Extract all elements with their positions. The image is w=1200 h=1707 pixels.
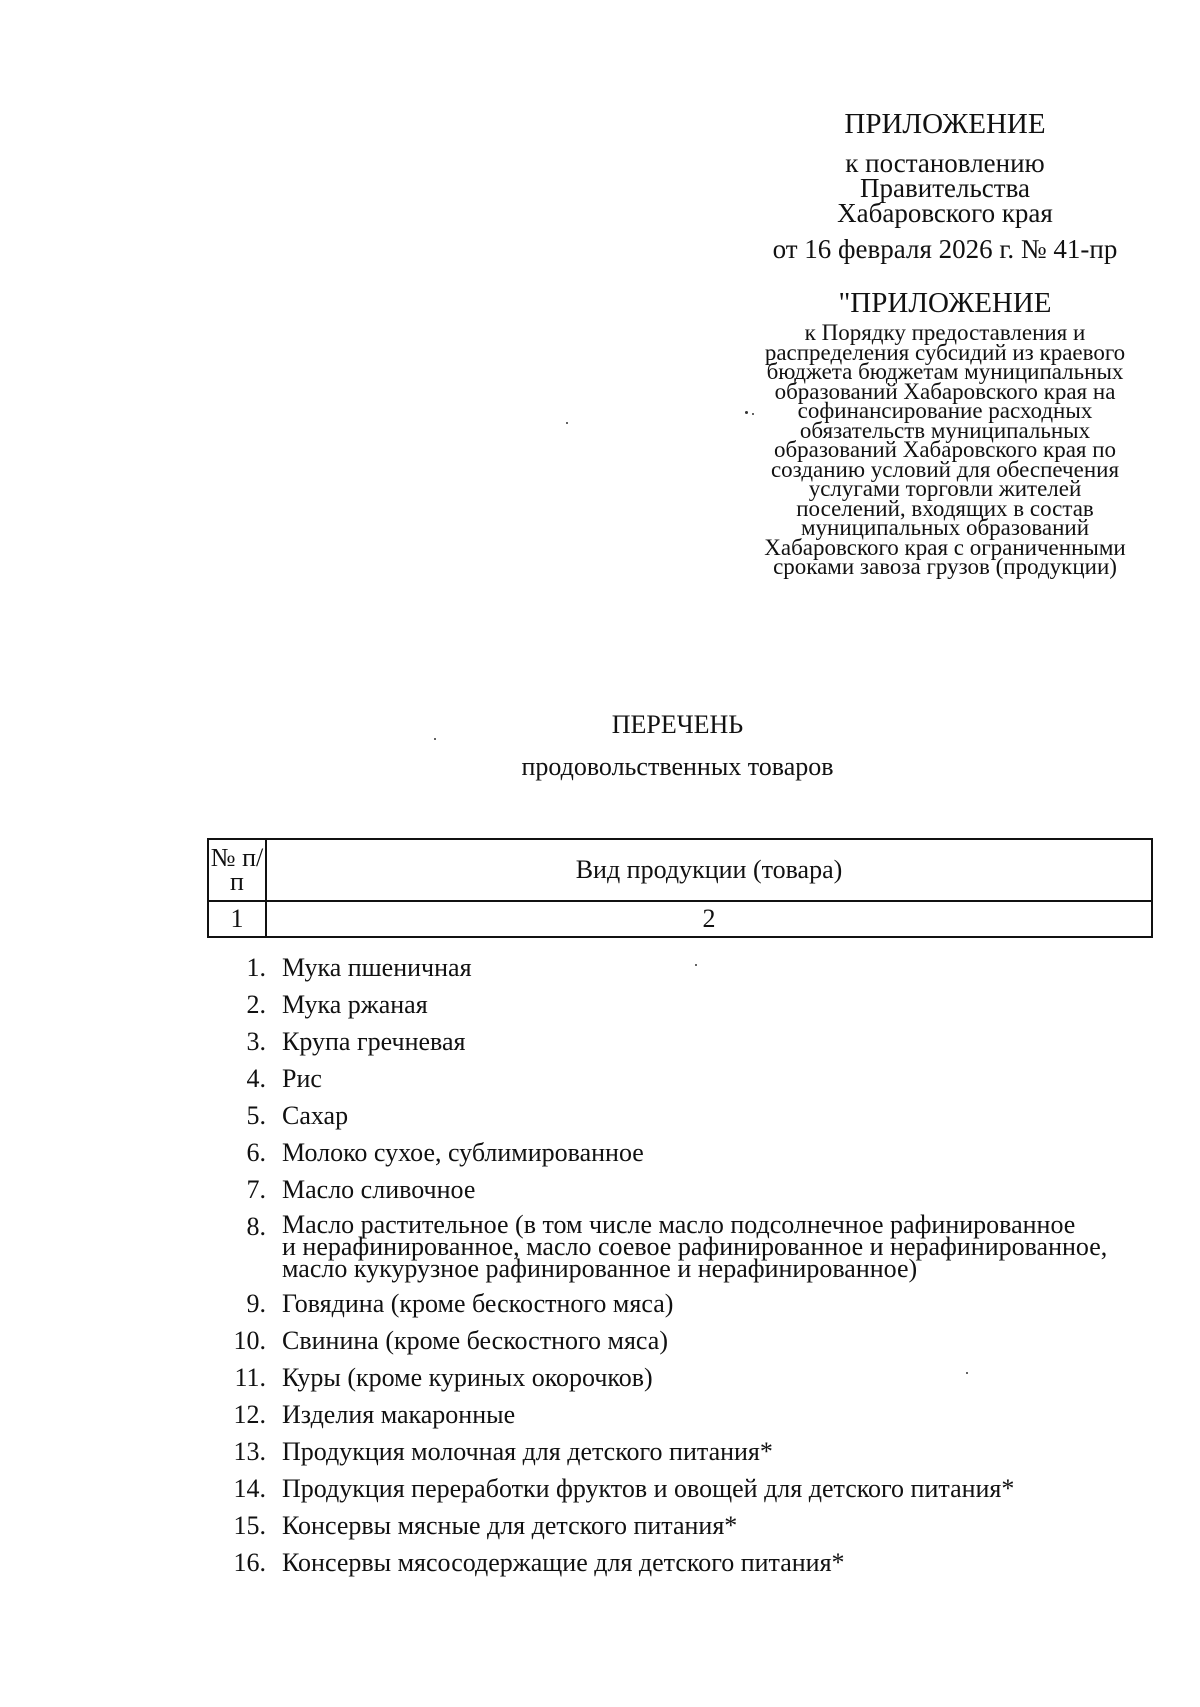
item-text: Консервы мясные для детского питания* [282, 1511, 738, 1540]
quoted-appendix-line: распределения субсидий из краевого [764, 339, 1126, 365]
quoted-appendix-line: к Порядку предоставления и [804, 320, 1086, 345]
quoted-appendix-line: обязательств муниципальных [799, 417, 1091, 443]
item-text: Сахар [282, 1101, 349, 1130]
item-number: 5. [246, 1101, 266, 1130]
item-number: 1. [246, 953, 266, 982]
appendix-line: к постановлению [845, 148, 1045, 178]
list-item [210, 1210, 1160, 1283]
list-item [210, 1066, 1160, 1092]
item-number: 13. [233, 1437, 266, 1466]
item-text: Говядина (кроме бескостного мяса) [282, 1289, 674, 1318]
quoted-appendix-line: софинансирование расходных [797, 398, 1093, 423]
item-number: 3. [246, 1027, 266, 1056]
item-number: 10. [233, 1326, 266, 1355]
list-subtitle: продовольственных товаров [521, 752, 834, 781]
scan-speck [566, 422, 568, 424]
list-item [210, 1513, 1160, 1539]
appendix-title: ПРИЛОЖЕНИЕ [844, 108, 1046, 140]
list-item [210, 1439, 1160, 1465]
item-number: 2. [246, 990, 266, 1019]
item-number: 11. [234, 1363, 266, 1392]
item-number: 4. [246, 1064, 266, 1093]
item-number: 15. [233, 1511, 266, 1540]
list-item [210, 1291, 1160, 1317]
appendix-line: Хабаровского края [837, 198, 1053, 228]
item-number: 12. [233, 1400, 266, 1429]
list-item [210, 1550, 1160, 1576]
kind-column-header: Вид продукции (товара) [266, 839, 1152, 901]
quoted-appendix-line: услугами торговли жителей [808, 476, 1082, 501]
item-text: Мука ржаная [282, 990, 428, 1019]
item-text: Куры (кроме куриных окорочков) [282, 1363, 653, 1392]
item-text: Мука пшеничная [282, 953, 472, 982]
item-number: 7. [246, 1175, 266, 1204]
item-number: 8. [246, 1212, 266, 1241]
list-item [210, 1365, 1160, 1391]
item-text-line: и нерафинированное, масло соевое рафинированное и нерафинированное, [282, 1232, 1108, 1261]
item-text-line: масло кукурузное рафинированное и нерафинированное) [282, 1254, 918, 1283]
item-number: 9. [246, 1289, 266, 1318]
quoted-appendix-line: поселений, входящих в состав [796, 495, 1094, 521]
quoted-appendix-title: "ПРИЛОЖЕНИЕ [838, 287, 1052, 319]
appendix-date-number: от 16 февраля 2026 г. № 41-пр [772, 234, 1118, 264]
quoted-appendix-line: муниципальных образований [800, 515, 1090, 540]
list-item [210, 992, 1160, 1018]
scan-speck [745, 411, 748, 414]
item-text: Консервы мясосодержащие для детского питания* [282, 1548, 845, 1577]
item-number: 6. [246, 1138, 266, 1167]
item-number: 16. [233, 1548, 266, 1577]
list-item [210, 1177, 1160, 1203]
list-item [210, 1029, 1160, 1055]
quoted-appendix-line: созданию условий для обеспечения [770, 456, 1120, 482]
list-header-table [207, 838, 1153, 938]
item-text: Масло сливочное [282, 1175, 476, 1204]
item-text-line: Масло растительное (в том числе масло подсолнечное рафинированное [282, 1210, 1076, 1239]
item-text: Рис [282, 1064, 322, 1093]
number-column-header: № п/п [208, 839, 266, 901]
item-number: 14. [233, 1474, 266, 1503]
quoted-appendix-line: образований Хабаровского края по [773, 437, 1117, 462]
list-item [210, 1140, 1160, 1166]
appendix-block [760, 108, 1130, 264]
quoted-appendix-line: сроками завоза грузов (продукции) [773, 554, 1117, 579]
list-item [210, 955, 1160, 981]
item-text: Изделия макаронные [282, 1400, 516, 1429]
kind-column-index: 2 [266, 901, 1152, 937]
list-item [210, 1103, 1160, 1129]
product-list [210, 955, 1160, 1587]
item-text: Крупа гречневая [282, 1027, 466, 1056]
list-title: ПЕРЕЧЕНЬ [611, 710, 744, 739]
quoted-appendix-line: бюджета бюджетам муниципальных [766, 359, 1124, 384]
list-item [210, 1328, 1160, 1354]
item-text: Молоко сухое, сублимированное [282, 1138, 644, 1167]
appendix-line: Правительства [860, 173, 1030, 203]
quoted-appendix-line: образований Хабаровского края на [774, 378, 1116, 404]
item-text: Продукция молочная для детского питания* [282, 1437, 773, 1466]
item-text: Свинина (кроме бескостного мяса) [282, 1326, 668, 1355]
scan-speck [752, 413, 754, 415]
number-column-index: 1 [208, 901, 266, 937]
list-item [210, 1402, 1160, 1428]
item-text [282, 1210, 1160, 1283]
quoted-appendix-block [755, 288, 1135, 577]
item-text: Продукция переработки фруктов и овощей для детского питания* [282, 1474, 1015, 1503]
quoted-appendix-line: Хабаровского края с ограниченными [764, 534, 1126, 560]
list-item [210, 1476, 1160, 1502]
